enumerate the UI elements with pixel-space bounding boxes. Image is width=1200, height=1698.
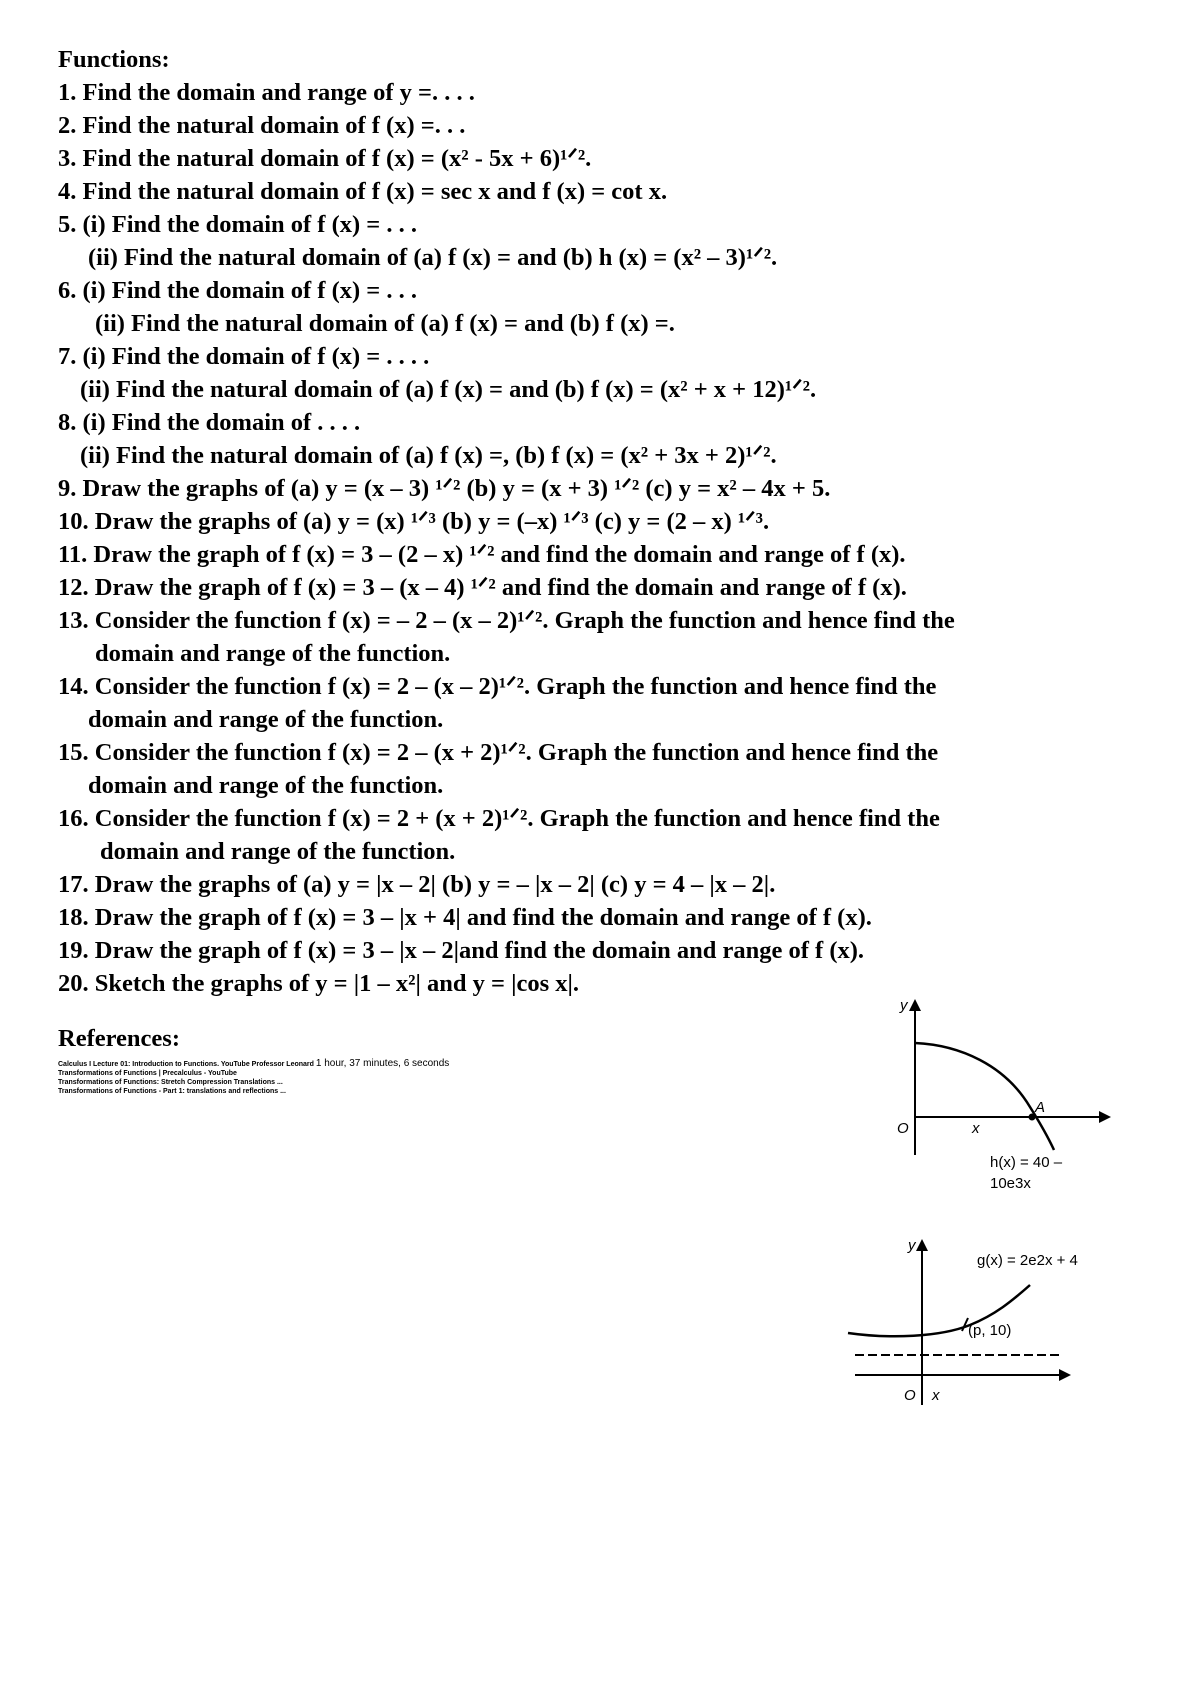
graph-h-function-label-2: 10e3x: [990, 1175, 1031, 1192]
question-5-ii: (ii) Find the natural domain of (a) f (x) = and (b) h (x) = (x² – 3)¹ᐟ².: [88, 244, 778, 271]
question-2: 2. Find the natural domain of f (x) =. . .: [58, 112, 466, 139]
reference-item-4[interactable]: Transformations of Functions - Part 1: translations and reflections ...: [58, 1088, 286, 1095]
graph-h-function-label: h(x) = 40 –: [990, 1154, 1063, 1171]
question-16-continued: domain and range of the function.: [100, 838, 456, 865]
question-6-ii: (ii) Find the natural domain of (a) f (x) = and (b) f (x) =.: [95, 310, 675, 337]
reference-duration: 1 hour, 37 minutes, 6 seconds: [315, 1058, 450, 1069]
graph-g-origin-label: O: [904, 1387, 916, 1404]
question-1: 1. Find the domain and range of y =. . . .: [58, 79, 475, 106]
graph-h-x-label: x: [972, 1120, 980, 1137]
reference-item-3[interactable]: Transformations of Functions: Stretch Compression Translations ...: [58, 1079, 283, 1086]
references-heading: References:: [58, 1025, 180, 1052]
question-7-ii: (ii) Find the natural domain of (a) f (x) = and (b) f (x) = (x² + x + 12)¹ᐟ².: [80, 376, 817, 403]
graph-h-y-label: y: [900, 997, 908, 1014]
reference-item-2[interactable]: Transformations of Functions | Precalculus - YouTube: [58, 1070, 237, 1077]
graph-h-point-a-label: A: [1035, 1099, 1046, 1116]
question-14: 14. Consider the function f (x) = 2 – (x – 2)¹ᐟ². Graph the function and hence find the: [58, 673, 937, 700]
question-8-i: 8. (i) Find the domain of . . . .: [58, 409, 361, 436]
question-17: 17. Draw the graphs of (a) y = |x – 2| (b) y = – |x – 2| (c) y = 4 – |x – 2|.: [58, 871, 776, 898]
graph-g-function-label: g(x) = 2e2x + 4: [977, 1252, 1078, 1269]
functions-heading: Functions:: [58, 46, 170, 73]
question-11: 11. Draw the graph of f (x) = 3 – (2 – x) ¹ᐟ² and find the domain and range of f (x).: [58, 541, 906, 568]
question-14-continued: domain and range of the function.: [88, 706, 444, 733]
question-13-continued: domain and range of the function.: [95, 640, 451, 667]
graph-h-origin-label: O: [897, 1120, 909, 1137]
question-3: 3. Find the natural domain of f (x) = (x² - 5x + 6)¹ᐟ².: [58, 145, 592, 172]
graph-g-point-label: (p, 10): [968, 1322, 1012, 1339]
question-5-i: 5. (i) Find the domain of f (x) = . . .: [58, 211, 417, 238]
question-19: 19. Draw the graph of f (x) = 3 – |x – 2|and find the domain and range of f (x).: [58, 937, 865, 964]
graph-h-curve: [915, 1043, 1054, 1150]
question-13: 13. Consider the function f (x) = – 2 – (x – 2)¹ᐟ². Graph the function and hence find the: [58, 607, 955, 634]
question-7-i: 7. (i) Find the domain of f (x) = . . . .: [58, 343, 430, 370]
question-15: 15. Consider the function f (x) = 2 – (x + 2)¹ᐟ². Graph the function and hence find the: [58, 739, 939, 766]
graph-g-x-label: x: [932, 1387, 940, 1404]
question-20: 20. Sketch the graphs of y = |1 – x²| and y = |cos x|.: [58, 970, 580, 997]
question-18: 18. Draw the graph of f (x) = 3 – |x + 4| and find the domain and range of f (x).: [58, 904, 872, 931]
question-10: 10. Draw the graphs of (a) y = (x) ¹ᐟ³ (b) y = (–x) ¹ᐟ³ (c) y = (2 – x) ¹ᐟ³.: [58, 508, 770, 535]
graph-h-diagram: [880, 995, 1120, 1215]
graph-g-y-label: y: [908, 1237, 916, 1254]
reference-item-1[interactable]: [58, 1060, 449, 1069]
question-15-continued: domain and range of the function.: [88, 772, 444, 799]
question-9: 9. Draw the graphs of (a) y = (x – 3) ¹ᐟ² (b) y = (x + 3) ¹ᐟ² (c) y = x² – 4x + 5.: [58, 475, 831, 502]
question-6-i: 6. (i) Find the domain of f (x) = . . .: [58, 277, 417, 304]
question-4: 4. Find the natural domain of f (x) = sec x and f (x) = cot x.: [58, 178, 668, 205]
graph-g-diagram: [840, 1235, 1080, 1415]
reference-link-1[interactable]: Calculus I Lecture 01: Introduction to Functions. YouTube Professor Leonard: [58, 1061, 314, 1068]
question-12: 12. Draw the graph of f (x) = 3 – (x – 4) ¹ᐟ² and find the domain and range of f (x).: [58, 574, 907, 601]
question-16: 16. Consider the function f (x) = 2 + (x + 2)¹ᐟ². Graph the function and hence find the: [58, 805, 940, 832]
question-8-ii: (ii) Find the natural domain of (a) f (x) =, (b) f (x) = (x² + 3x + 2)¹ᐟ².: [80, 442, 777, 469]
